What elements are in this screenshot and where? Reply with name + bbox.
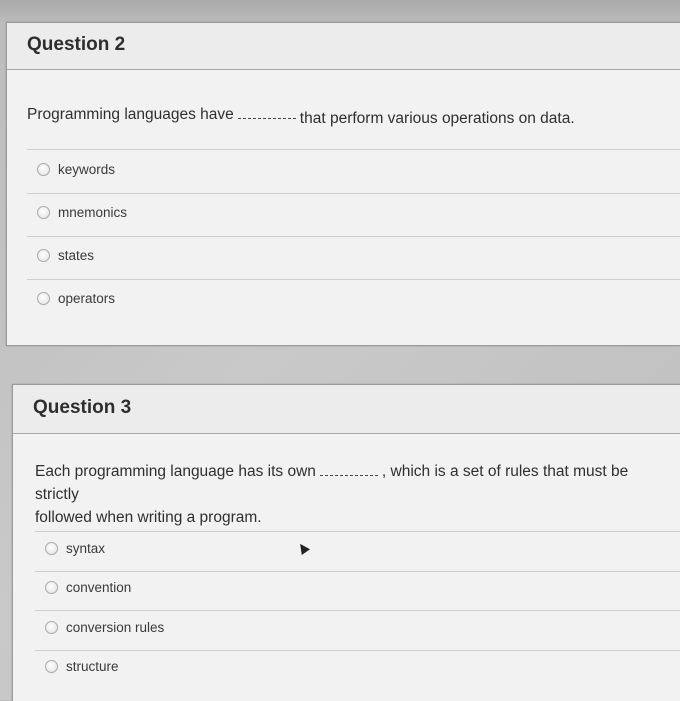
radio-button-icon[interactable] [45,660,58,673]
option-label: operators [58,291,116,306]
question-prompt [27,103,575,126]
prompt-text-before: Programming languages have [27,106,234,123]
question-title: Question 3 [33,397,132,418]
question-card-2 [6,22,680,346]
option-structure[interactable] [45,659,119,674]
divider [27,236,680,237]
option-label: states [58,248,95,263]
chevron-right-icon [0,400,1,420]
option-label: conversion rules [66,620,165,635]
prompt-text-after: that perform various operations on data. [299,110,575,127]
divider [27,279,680,280]
answer-blank [320,465,378,476]
radio-button-icon[interactable] [45,542,58,555]
option-label: syntax [66,541,106,556]
divider [35,531,680,532]
radio-button-icon[interactable] [45,581,58,594]
option-label: mnemonics [58,205,128,220]
prompt-text-before: Each programming language has its own [35,463,316,480]
question-title: Question 2 [27,34,126,55]
option-mnemonics[interactable] [37,205,127,220]
screen-top-edge [0,0,680,24]
option-label: convention [66,580,132,595]
divider [27,193,680,194]
question-header [13,385,680,434]
radio-button-icon[interactable] [37,206,50,219]
divider [35,571,680,572]
option-keywords[interactable] [37,162,115,177]
radio-button-icon[interactable] [37,292,50,305]
divider [35,610,680,611]
option-label: keywords [58,162,116,177]
option-states[interactable] [37,248,94,263]
option-syntax[interactable] [45,541,105,556]
prompt-text-line2: followed when writing a program. [35,509,262,526]
divider [27,149,680,150]
radio-button-icon[interactable] [45,621,58,634]
answer-blank [238,108,296,119]
option-operators[interactable] [37,291,115,306]
question-card-3 [12,384,680,701]
option-label: structure [66,659,119,674]
option-convention[interactable] [45,580,131,595]
question-header [7,23,680,70]
question-prompt [35,460,675,529]
prompt-text-after: , which is a set of rules that must be strictly [35,463,629,503]
radio-button-icon[interactable] [37,249,50,262]
option-conversion-rules[interactable] [45,620,164,635]
radio-button-icon[interactable] [37,163,50,176]
divider [35,650,680,651]
